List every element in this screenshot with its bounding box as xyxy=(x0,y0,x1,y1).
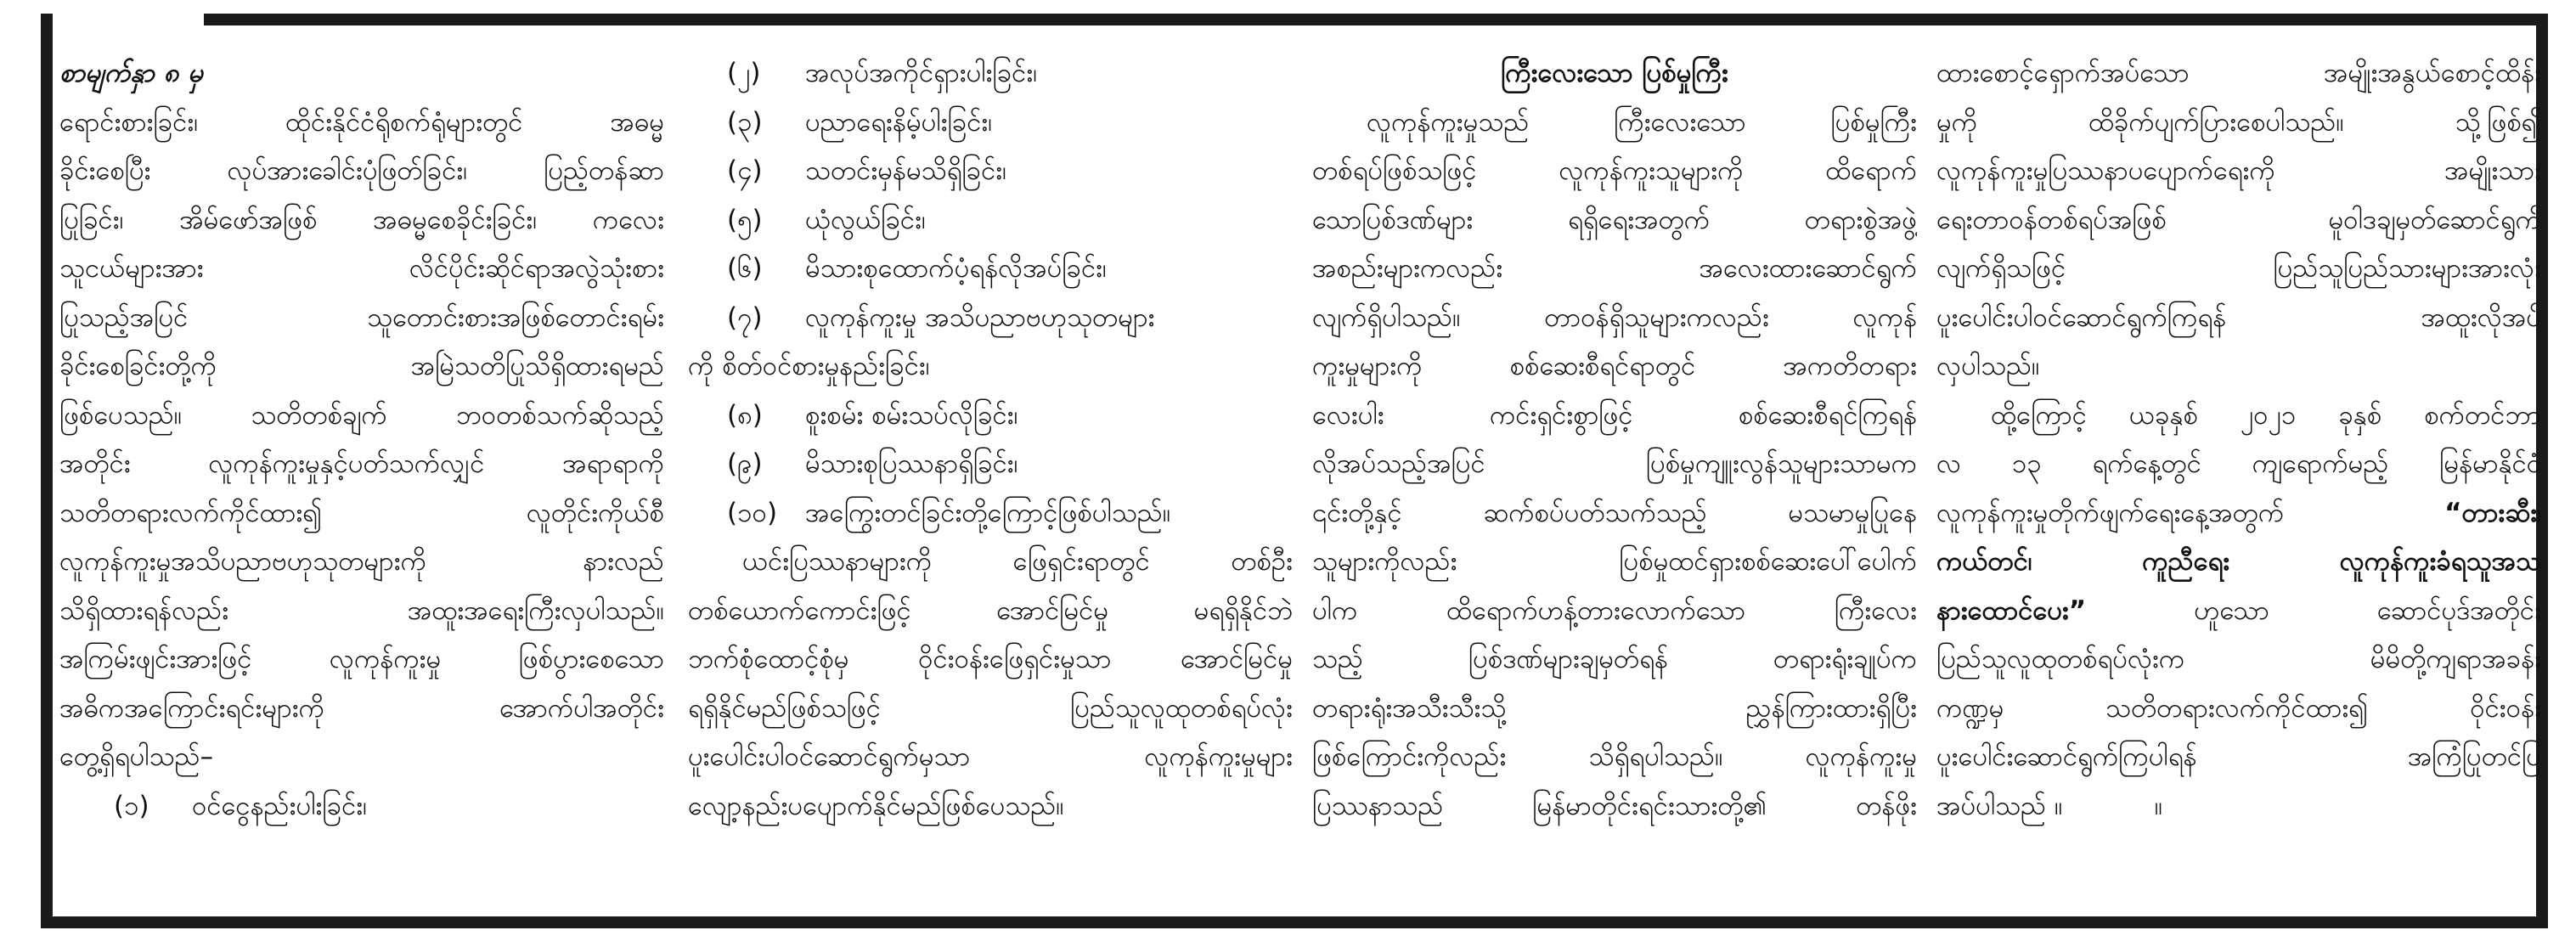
body-line: ရောင်းစားခြင်း၊ ထိုင်းနိုင်ငံရိုစက်ရုံများတွင် အဓမ္မ xyxy=(59,106,664,138)
body-line: အဓိကအကြောင်းရင်းများကို အောက်ပါအတိုင်း xyxy=(59,692,664,724)
body-line: အကြမ်းဖျင်းအားဖြင့် လူကုန်ကူးမှု ဖြစ်ပွားစေသော xyxy=(59,644,664,674)
column-2 xyxy=(688,49,1293,831)
body-line: ပြုခြင်း၊ အိမ်ဖော်အဖြစ် အဓမ္မစေခိုင်းခြင်း၊ ကလေး xyxy=(59,204,664,235)
body-line: အစည်းများကလည်း အလေးထားဆောင်ရွက် xyxy=(1312,253,1917,284)
list-item xyxy=(688,489,1293,538)
slogan-text: “တားဆီး၊ xyxy=(2444,497,2541,528)
body-line: သူငယ်များအား လိင်ပိုင်းဆိုင်ရာအလွဲသုံးစား xyxy=(59,253,664,284)
list-text: စူးစမ်း စမ်းသပ်လိုခြင်း၊ xyxy=(805,399,1018,431)
top-rule xyxy=(204,14,2548,25)
body-text: ဟူသော ဆောင်ပုဒ်အတိုင်း xyxy=(2086,595,2541,626)
body-line: လ ၁၃ ရက်နေ့တွင် ကျရောက်မည့် မြန်မာနိုင်ငံ xyxy=(1936,448,2541,479)
section-heading: ကြီးလေးသော ပြစ်မှုကြီး xyxy=(1501,58,1728,88)
list-text: ပညာရေးနိမ့်ပါးခြင်း၊ xyxy=(805,106,993,138)
column-3 xyxy=(1312,49,1917,831)
list-number: (၈) xyxy=(727,399,763,431)
body-line: ပူးပေါင်းပါဝင်ဆောင်ရွက်မှသာ လူကုန်ကူးမှုများ xyxy=(688,741,1293,772)
list-item xyxy=(688,99,1293,148)
list-item xyxy=(688,147,1293,196)
list-text: မိသားစုထောက်ပံ့ရန်လိုအပ်ခြင်း၊ xyxy=(805,253,1107,284)
list-number: (၃) xyxy=(727,106,763,138)
list-number: (၂) xyxy=(727,58,761,88)
body-line: သည့် ပြစ်ဒဏ်များချမှတ်ရန် တရားရုံးချုပ်က xyxy=(1312,644,1917,674)
body-line: လှပါသည်။ xyxy=(1936,351,2040,381)
body-line: ခိုင်းစေခြင်းတို့ကို အမြဲသတိပြုသိရှိထားရမည် xyxy=(59,351,664,381)
body-text: လူကုန်ကူးမှုတိုက်ဖျက်ရေးနေ့အတွက် xyxy=(1936,497,2445,528)
body-line: ၎င်းတို့နှင့် ဆက်စပ်ပတ်သက်သည့် မသမာမှုပြုနေ xyxy=(1312,497,1917,528)
list-item xyxy=(688,440,1293,489)
list-number: (၉) xyxy=(727,448,763,479)
body-line: လျက်ရှိပါသည်။ တာဝန်ရှိသူများကလည်း လူကုန် xyxy=(1312,302,1917,333)
slogan-line: ကယ်တင်၊ ကူညီရေး လူကုန်ကူးခံရသူအသ xyxy=(1936,546,2541,577)
body-line: လေးပါး ကင်းရှင်းစွာဖြင့် စစ်ဆေးစီရင်ကြရန် xyxy=(1312,399,1917,431)
top-left-stub xyxy=(41,14,53,39)
body-line: သူများကိုလည်း ပြစ်မှုထင်ရှားစစ်ဆေးပေါ်ပေါက် xyxy=(1312,546,1917,577)
body-line: တွေ့ရှိရပါသည်– xyxy=(59,741,214,772)
list-number: (၁) xyxy=(114,790,149,821)
body-line: လူကုန်ကူးမှုအသိပညာဗဟုသုတများကို နားလည် xyxy=(59,546,664,577)
column-1 xyxy=(59,49,664,831)
body-line: လူကုန်ကူးမှုသည် ကြီးလေးသော ပြစ်မှုကြီး xyxy=(1367,106,1917,138)
body-line: လျော့နည်းပပျောက်နိုင်မည်ဖြစ်ပေသည်။ xyxy=(688,790,1064,821)
body-line: ရေးတာဝန်တစ်ရပ်အဖြစ် မူဝါဒချမှတ်ဆောင်ရွက် xyxy=(1936,204,2541,235)
body-line: လိုအပ်သည့်အပြင် ပြစ်မှုကျူးလွန်သူများသာမက xyxy=(1312,448,1917,479)
list-text-continued: ကို စိတ်ဝင်စားမှုနည်းခြင်း၊ xyxy=(688,351,930,381)
body-line xyxy=(1936,489,2541,538)
body-line: ခိုင်းစေပြီး လုပ်အားခေါင်းပုံဖြတ်ခြင်း၊ ပြည့်တန်ဆာ xyxy=(59,155,664,186)
list-number: (၄) xyxy=(727,155,763,186)
list-item xyxy=(688,196,1293,245)
list-number: (၆) xyxy=(727,253,763,284)
body-line: တရားရုံးအသီးသီးသို့ ညွှန်ကြားထားရှိပြီး xyxy=(1312,692,1917,724)
body-line: ထားစောင့်ရှောက်အပ်သော အမျိုးအနွယ်စောင့်ထိန်း xyxy=(1936,58,2541,88)
list-number: (၁၀) xyxy=(727,497,778,528)
body-line: ပူးပေါင်းပါဝင်ဆောင်ရွက်ကြရန် အထူးလိုအပ် xyxy=(1936,302,2541,333)
body-line: ပြဿနာသည် မြန်မာတိုင်းရင်းသားတို့၏ တန်ဖိုး xyxy=(1312,790,1917,821)
body-line: တစ်ရပ်ဖြစ်သဖြင့် လူကုန်ကူးသူများကို ထိရောက် xyxy=(1312,155,1917,186)
list-item xyxy=(688,245,1293,294)
body-line: ဖြစ်ပေသည်။ သတိတစ်ချက် ဘဝတစ်သက်ဆိုသည့် xyxy=(59,399,664,431)
body-line: ရရှိနိုင်မည်ဖြစ်သဖြင့် ပြည်သူလူထုတစ်ရပ်လုံး xyxy=(688,692,1293,724)
list-number: (၅) xyxy=(727,204,763,235)
body-line: ဖြစ်ကြောင်းကိုလည်း သိရှိရပါသည်။ လူကုန်ကူးမှု xyxy=(1312,741,1917,772)
body-line xyxy=(1936,587,2541,636)
closing-line: အပ်ပါသည် ။ ။ xyxy=(1936,790,2163,821)
body-line: ထို့ကြောင့် ယခုနှစ် ၂၀၂၁ ခုနှစ် စက်တင်ဘာ xyxy=(1991,399,2541,431)
list-text: သတင်းမှန်မသိရှိခြင်း၊ xyxy=(805,155,1007,186)
body-line: ပြည်သူလူထုတစ်ရပ်လုံးက မိမိတို့ကျရာအခန်း xyxy=(1936,644,2541,674)
slogan-text: နားထောင်ပေး” xyxy=(1936,595,2087,626)
body-line: သောပြစ်ဒဏ်များ ရရှိရေးအတွက် တရားစွဲအဖွဲ့ xyxy=(1312,204,1917,235)
list-text: အကြွေးတင်ခြင်းတို့ကြောင့်ဖြစ်ပါသည်။ xyxy=(805,497,1171,528)
body-line: ပြုသည့်အပြင် သူတောင်းစားအဖြစ်တောင်းရမ်း xyxy=(59,302,664,333)
body-line: တစ်ယောက်ကောင်းဖြင့် အောင်မြင်မှု မရရှိနိုင်ဘဲ xyxy=(688,595,1293,626)
list-item xyxy=(688,49,1293,99)
body-line: ကူးမှုများကို စစ်ဆေးစီရင်ရာတွင် အကတိတရား xyxy=(1312,351,1917,381)
list-text: လူကုန်ကူးမှု အသိပညာဗဟုသုတများ xyxy=(805,302,1155,333)
list-item xyxy=(688,294,1293,343)
continued-from-label: စာမျက်နှာ ၈ မှ xyxy=(59,58,203,88)
list-item xyxy=(59,782,664,831)
body-line: ပါက ထိရောက်ဟန့်တားလောက်သော ကြီးလေး xyxy=(1312,595,1917,626)
body-line: လျက်ရှိသဖြင့် ပြည်သူပြည်သားများအားလုံး xyxy=(1936,253,2541,284)
body-line: ယင်းပြဿနာများကို ဖြေရှင်းရာတွင် တစ်ဦး xyxy=(742,546,1293,577)
body-line: သိရှိထားရန်လည်း အထူးအရေးကြီးလှပါသည်။ xyxy=(59,595,664,626)
list-number: (၇) xyxy=(727,302,763,333)
list-text: ဝင်ငွေနည်းပါးခြင်း၊ xyxy=(192,790,368,821)
list-text: ယုံလွယ်ခြင်း၊ xyxy=(805,204,926,235)
list-item xyxy=(688,392,1293,441)
body-line: ပူးပေါင်းဆောင်ရွက်ကြပါရန် အကြံပြုတင်ပြ xyxy=(1936,741,2541,772)
body-line: လူကုန်ကူးမှုပြဿနာပပျောက်ရေးကို အမျိုးသား xyxy=(1936,155,2541,186)
body-line: သတိတရားလက်ကိုင်ထား၍ လူတိုင်းကိုယ်စီ xyxy=(59,497,664,528)
body-line: ကဏ္ဍမှ သတိတရားလက်ကိုင်ထား၍ ဝိုင်းဝန်း xyxy=(1936,692,2541,724)
list-text: အလုပ်အကိုင်ရှားပါးခြင်း၊ xyxy=(805,58,1038,88)
body-line: မှုကို ထိခိုက်ပျက်ပြားစေပါသည်။ သို့ဖြစ်၍ xyxy=(1936,106,2541,138)
list-text: မိသားစုပြဿနာရှိခြင်း၊ xyxy=(805,448,1018,479)
column-4 xyxy=(1936,49,2541,831)
body-line: ဘက်စုံထောင့်စုံမှ ဝိုင်းဝန်းဖြေရှင်းမှုသာ အောင်မြင်မှု xyxy=(688,644,1293,674)
body-line: အတိုင်း လူကုန်ကူးမှုနှင့်ပတ်သက်လျှင် အရာရာကို xyxy=(59,448,664,479)
